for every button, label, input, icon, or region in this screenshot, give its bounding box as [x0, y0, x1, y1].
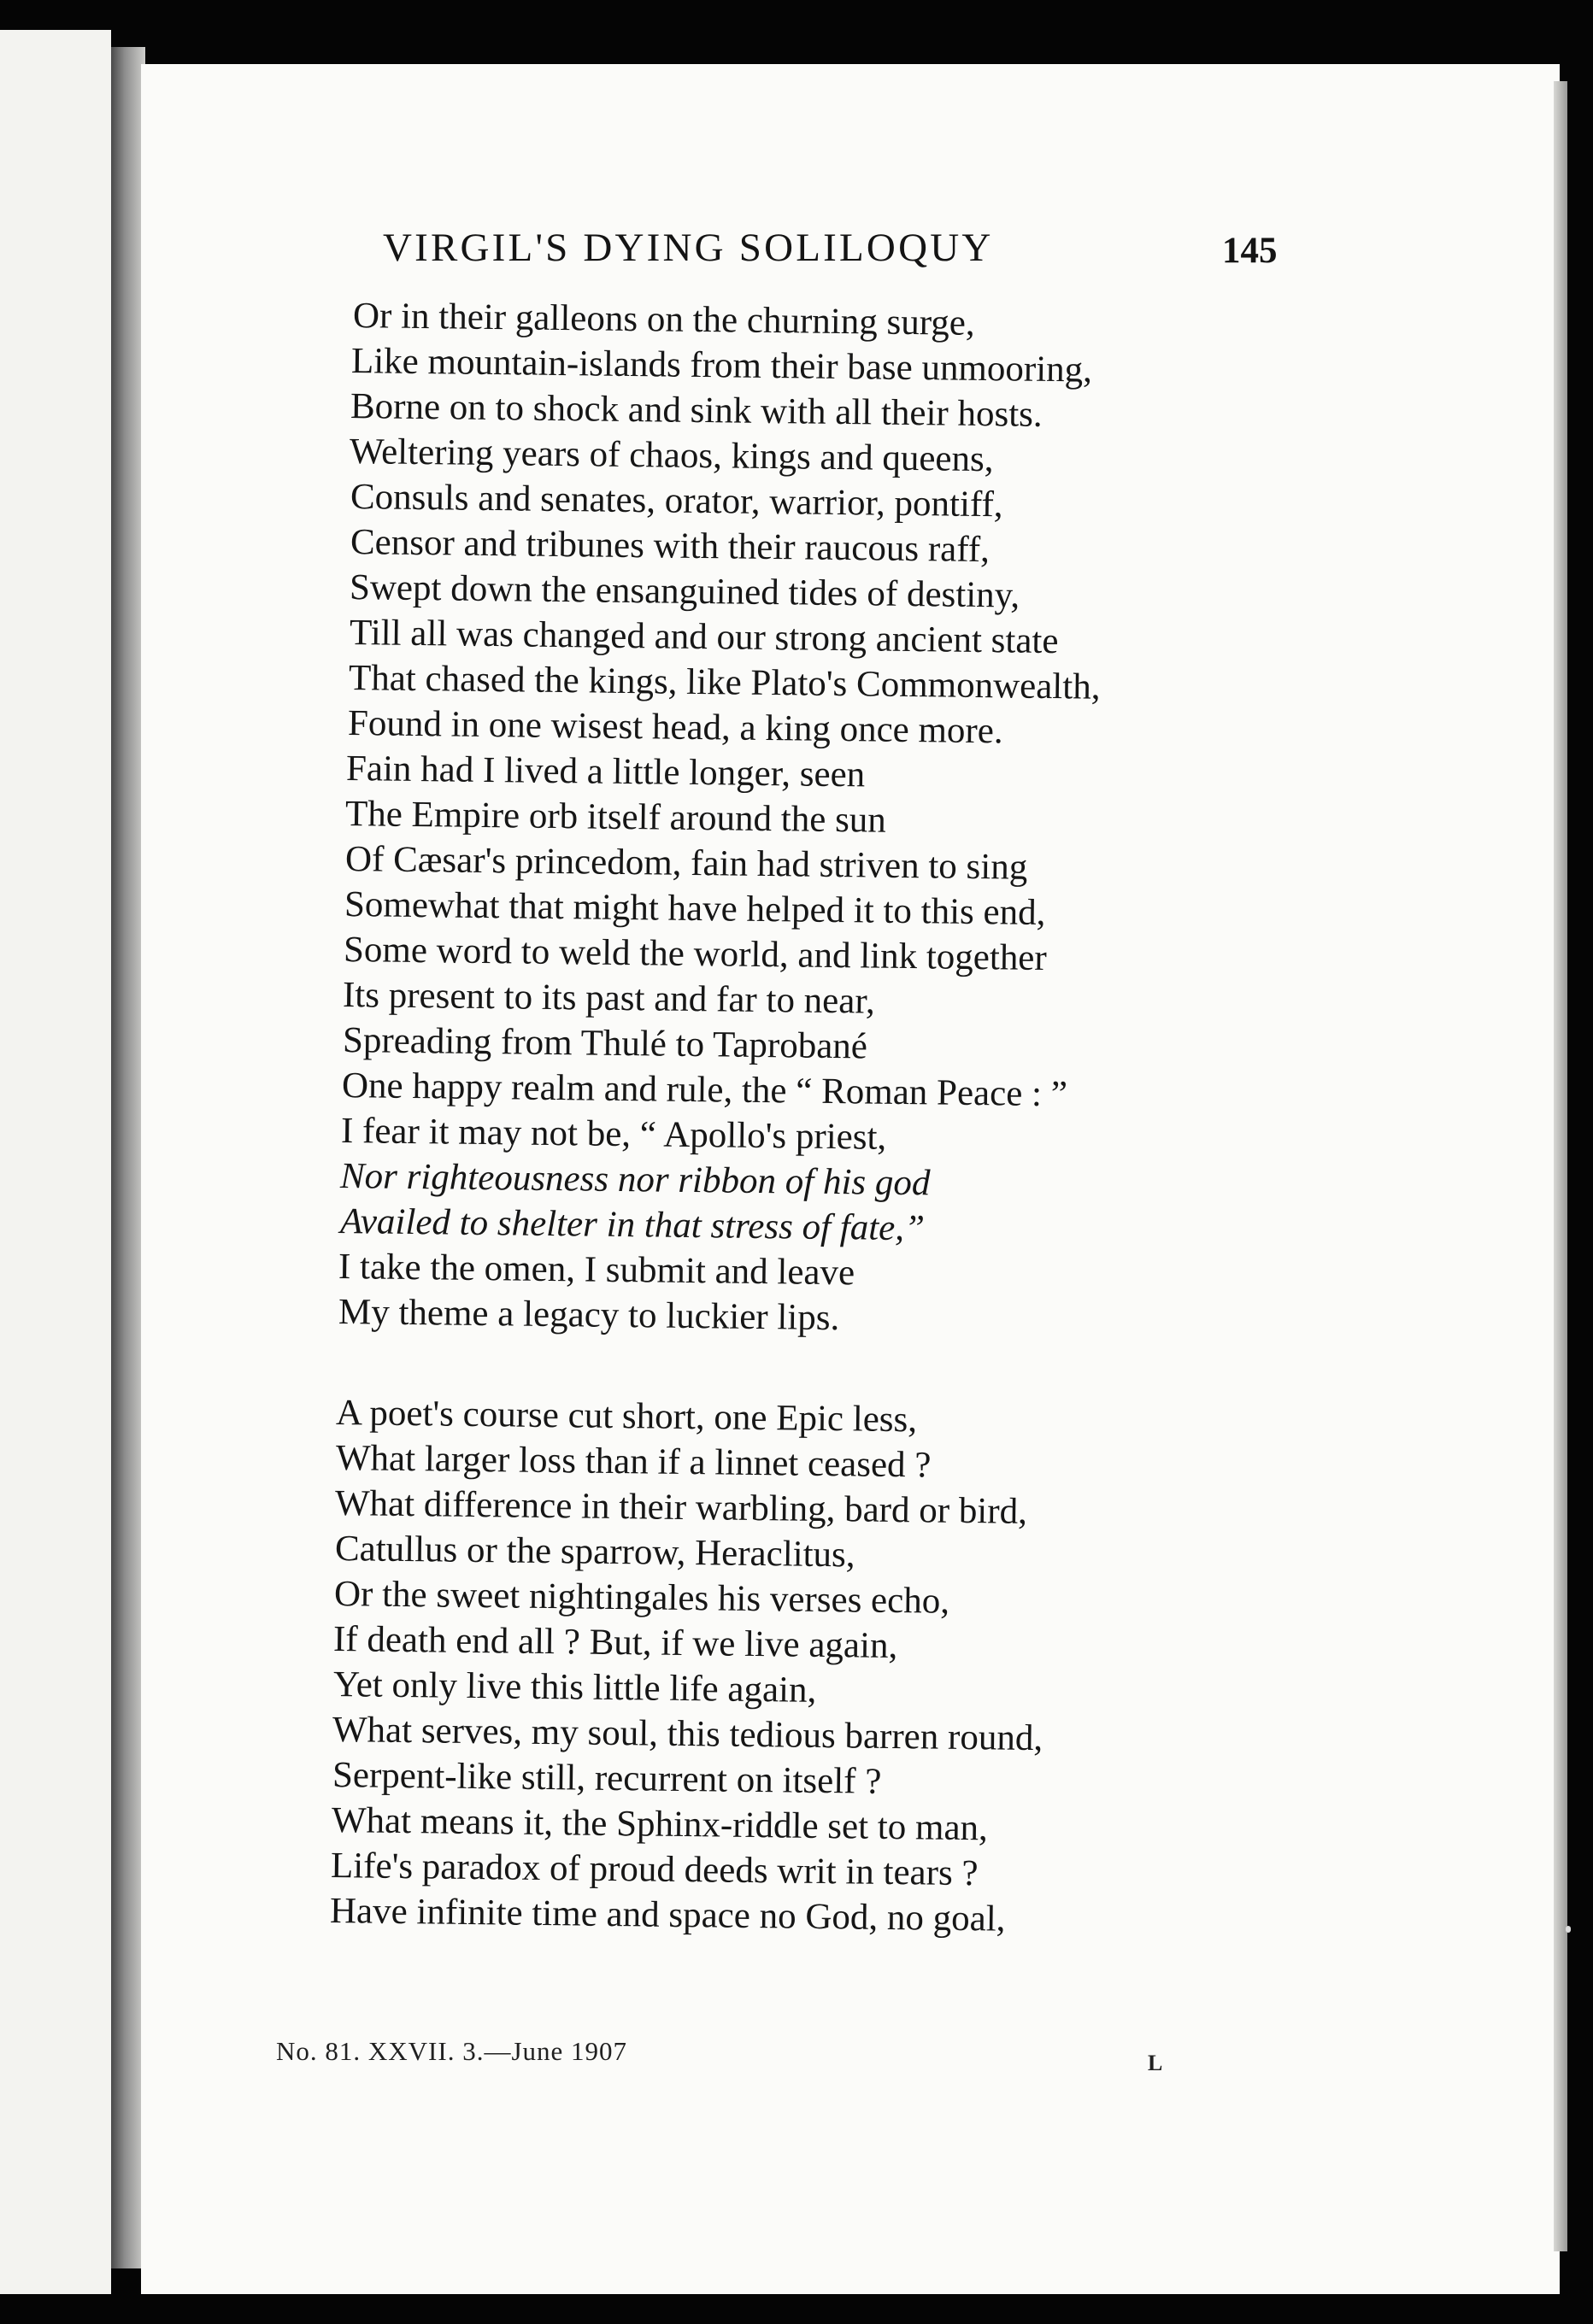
poem-line: I fear it may not be, “ Apollo's priest,: [340, 1111, 887, 1158]
poem-line: Spreading from Thulé to Taprobané: [342, 1020, 868, 1067]
page-number: 145: [1222, 231, 1278, 271]
poem-line: Censor and tribunes with their raucous raff,: [350, 522, 990, 571]
poem-line: Some word to weld the world, and link together: [343, 930, 1048, 979]
poem-line: Or in their galleons on the churning surge,: [352, 296, 975, 343]
poem-line: Of Cæsar's princedom, fain had striven to sing: [344, 839, 1028, 888]
poem-line: What difference in their warbling, bard or bird,: [334, 1483, 1028, 1532]
poem-line: Weltering years of chaos, kings and queens,: [349, 431, 994, 480]
poem-line: Like mountain-islands from their base unmooring,: [350, 341, 1093, 390]
poem-line: Or the sweet nightingales his verses echo,: [333, 1574, 950, 1622]
poem-line: What serves, my soul, this tedious barren round,: [332, 1710, 1043, 1759]
poem-line: My theme a legacy to luckier lips.: [338, 1292, 840, 1339]
poem-line: A poet's course cut short, one Epic less,: [335, 1393, 918, 1441]
poem-line: Its present to its past and far to near,: [342, 975, 876, 1022]
poem-line: I take the omen, I submit and leave: [338, 1247, 855, 1294]
poem-line: Fain had I lived a little longer, seen: [345, 748, 866, 795]
poem-line: If death end all ? But, if we live again,: [332, 1619, 898, 1667]
poem-line: Life's paradox of proud deeds writ in tears ?: [330, 1846, 979, 1894]
poem-line: Somewhat that might have helped it to this end,: [344, 884, 1046, 934]
poem-line: Till all was changed and our strong ancient state: [349, 613, 1059, 662]
signature-mark: L: [1148, 2051, 1163, 2075]
poem-line: Yet only live this little life again,: [332, 1664, 817, 1711]
poem-line: The Empire orb itself around the sun: [344, 794, 887, 841]
poem-line: Found in one wisest head, a king once more.: [347, 703, 1003, 752]
poem-line: Catullus or the sparrow, Heraclitus,: [334, 1529, 855, 1576]
poem-line: Swept down the ensanguined tides of destiny,: [349, 567, 1020, 616]
poem-line: Availed to shelter in that stress of fate,”: [339, 1201, 926, 1249]
poem-line: Nor righteousness nor ribbon of his god: [339, 1156, 931, 1204]
poem-line: Serpent-like still, recurrent on itself ?: [332, 1755, 882, 1802]
running-title: VIRGIL'S DYING SOLILOQUY: [383, 226, 994, 270]
poem-line: Consuls and senates, orator, warrior, pontiff,: [350, 477, 1003, 525]
dust-speck: [1566, 1926, 1571, 1933]
poem-line: Borne on to shock and sink with all their hosts.: [350, 386, 1043, 435]
poem-line: That chased the kings, like Plato's Commonwealth,: [348, 658, 1101, 707]
poem-line: What larger loss than if a linnet ceased ?: [335, 1438, 932, 1486]
poem-line: Have infinite time and space no God, no goal,: [329, 1891, 1006, 1940]
poem-line: What means it, the Sphinx-riddle set to man,: [331, 1800, 989, 1849]
poem-line: One happy realm and rule, the “ Roman Peace : ”: [341, 1065, 1068, 1115]
signature-line: No. 81. XXVII. 3.—June 1907: [276, 2036, 628, 2066]
